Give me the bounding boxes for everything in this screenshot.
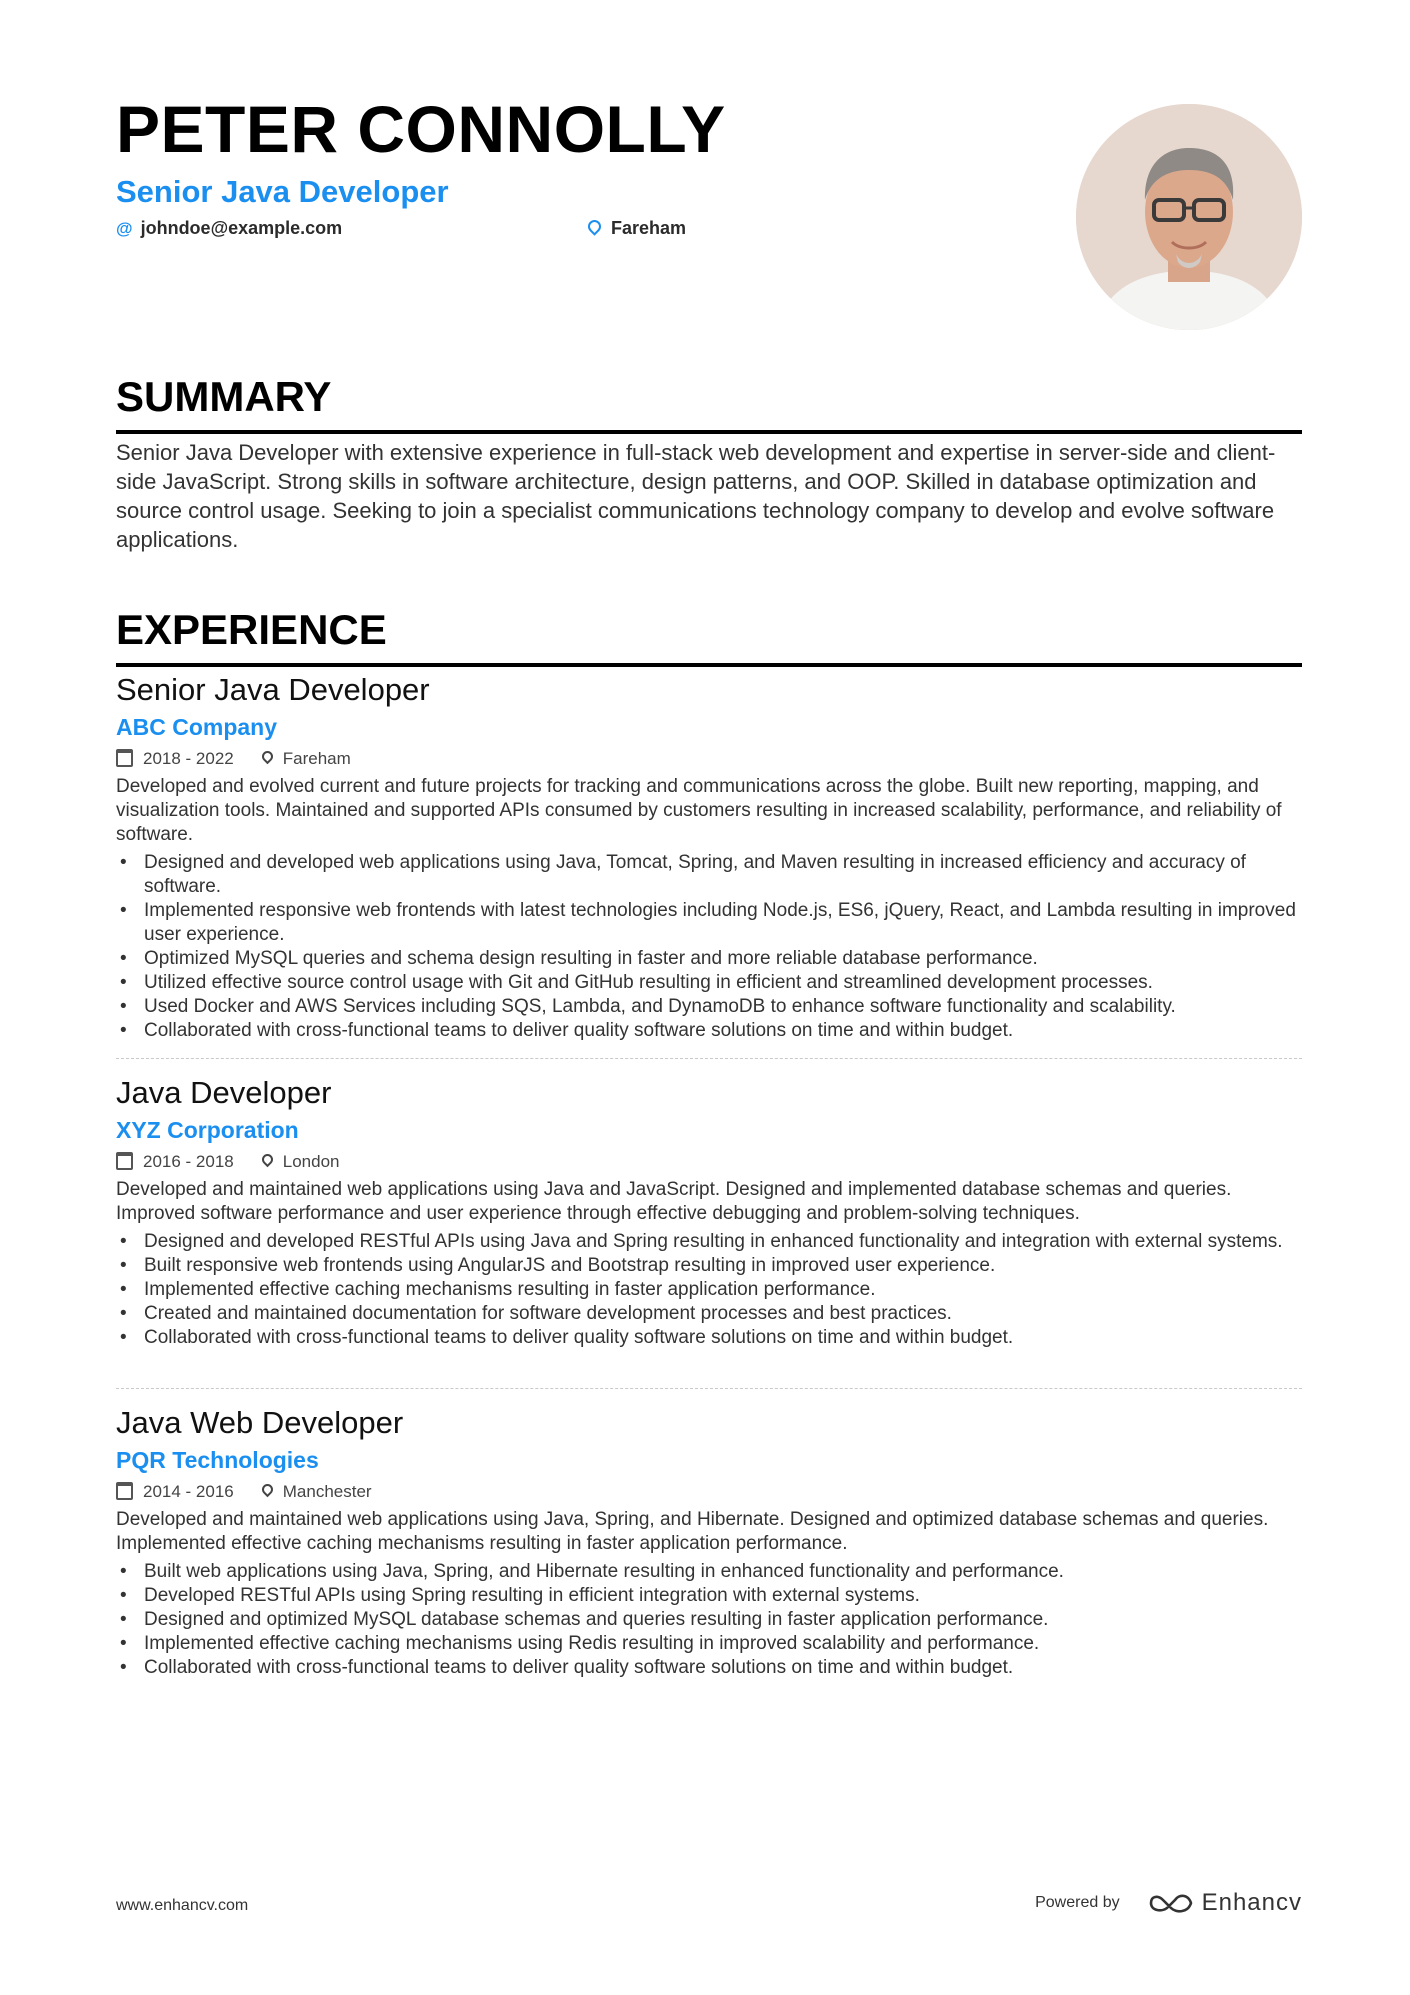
experience-heading: EXPERIENCE xyxy=(116,609,1302,667)
footer-website[interactable]: www.enhancv.com xyxy=(116,1897,249,1914)
candidate-name: PETER CONNOLLY xyxy=(116,92,726,166)
calendar-icon xyxy=(116,1482,133,1500)
brand-name: Enhancv xyxy=(1201,1889,1302,1916)
job-meta xyxy=(116,1482,1302,1500)
powered-by-label: Powered by xyxy=(1035,1894,1120,1911)
job-title: Senior Java Developer xyxy=(116,672,430,707)
calendar-icon xyxy=(116,749,133,767)
bullet-item: • Collaborated with cross-functional teams to deliver quality software solutions on time and within budget. xyxy=(116,1019,1302,1043)
job-description: Developed and maintained web applications using Java and JavaScript. Designed and implemented database schemas and queries. Improved software performance and user experience through effective debugging and problem-solving techniques. xyxy=(116,1179,1232,1224)
footer-branding[interactable] xyxy=(1035,1889,1302,1917)
job-meta xyxy=(116,749,1302,767)
bullet-item: • Designed and optimized MySQL database schemas and queries resulting in faster application performance. xyxy=(116,1608,1302,1632)
summary-text: Senior Java Developer with extensive experience in full-stack web development and expertise in server-side and client-side JavaScript. Strong skills in software architecture, design patterns, and OOP. Skilled in database optimization and source control usage. Seeking to join a specialist communications technology company to develop and evolve software applications. xyxy=(116,440,1276,552)
bullet-item: • Built responsive web frontends using AngularJS and Bootstrap resulting in improved user experience. xyxy=(116,1254,1302,1278)
job-bullets xyxy=(116,1560,1302,1680)
email-text: johndoe@example.com xyxy=(140,218,343,238)
job-entry xyxy=(116,1077,1302,1350)
at-icon: @ xyxy=(116,218,133,238)
bullet-item: • Designed and developed web applications using Java, Tomcat, Spring, and Maven resulting in increased efficiency and accuracy of software. xyxy=(116,851,1302,899)
job-bullets xyxy=(116,1230,1302,1350)
bullet-item: • Utilized effective source control usage with Git and GitHub resulting in efficient and streamlined development processes. xyxy=(116,971,1302,995)
job-title: Java Web Developer xyxy=(116,1405,404,1440)
job-divider xyxy=(116,1388,1302,1389)
candidate-role: Senior Java Developer xyxy=(116,174,449,209)
bullet-item: • Implemented effective caching mechanisms resulting in faster application performance. xyxy=(116,1278,1302,1302)
bullet-item: • Created and maintained documentation for software development processes and best practices. xyxy=(116,1302,1302,1326)
contact-location xyxy=(586,218,686,239)
bullet-item: • Used Docker and AWS Services including SQS, Lambda, and DynamoDB to enhance software functionality and scalability. xyxy=(116,995,1302,1019)
job-divider xyxy=(116,1058,1302,1059)
job-entry xyxy=(116,1407,1302,1680)
job-location: London xyxy=(282,1151,340,1171)
summary-heading: SUMMARY xyxy=(116,376,1302,434)
job-bullets xyxy=(116,851,1302,1043)
bullet-item: • Developed RESTful APIs using Spring resulting in efficient integration with external systems. xyxy=(116,1584,1302,1608)
job-entry xyxy=(116,674,1302,1043)
job-title: Java Developer xyxy=(116,1075,332,1110)
bullet-item: • Designed and developed RESTful APIs using Java and Spring resulting in enhanced functionality and integration with external systems. xyxy=(116,1230,1302,1254)
job-description: Developed and maintained web applications using Java, Spring, and Hibernate. Designed and optimized database schemas and queries. Implemented effective caching mechanisms resulting in faster application performance. xyxy=(116,1509,1269,1554)
resume-page xyxy=(116,0,1302,1995)
job-location: Manchester xyxy=(282,1481,372,1501)
location-pin-icon xyxy=(259,1481,275,1497)
job-dates: 2014 - 2016 xyxy=(143,1481,234,1501)
profile-photo xyxy=(1076,104,1302,330)
bullet-item: • Collaborated with cross-functional teams to deliver quality software solutions on time and within budget. xyxy=(116,1326,1302,1350)
bullet-item: • Collaborated with cross-functional teams to deliver quality software solutions on time and within budget. xyxy=(116,1656,1302,1680)
enhancv-logo-icon xyxy=(1148,1891,1194,1915)
location-text: Fareham xyxy=(611,218,687,238)
bullet-item: • Built web applications using Java, Spring, and Hibernate resulting in enhanced functionality and performance. xyxy=(116,1560,1302,1584)
job-description: Developed and evolved current and future projects for tracking and communications across the globe. Built new reporting, mapping, and visualization tools. Maintained and supported APIs consumed by customers resulting in increased scalability, performance, and reliability of software. xyxy=(116,776,1282,845)
job-company: XYZ Corporation xyxy=(116,1117,299,1143)
location-pin-icon xyxy=(259,748,275,764)
contact-email[interactable] xyxy=(116,218,342,239)
location-pin-icon xyxy=(259,1151,275,1167)
job-dates: 2016 - 2018 xyxy=(143,1151,234,1171)
job-meta xyxy=(116,1152,1302,1170)
job-dates: 2018 - 2022 xyxy=(143,748,234,768)
job-company: PQR Technologies xyxy=(116,1447,319,1473)
bullet-item: • Implemented responsive web frontends with latest technologies including Node.js, ES6, jQuery, React, and Lambda resulting in improved user experience. xyxy=(116,899,1302,947)
location-pin-icon xyxy=(585,217,603,235)
portrait-image xyxy=(1076,104,1302,330)
bullet-item: • Optimized MySQL queries and schema design resulting in faster and more reliable database performance. xyxy=(116,947,1302,971)
calendar-icon xyxy=(116,1152,133,1170)
job-company: ABC Company xyxy=(116,714,278,740)
bullet-item: • Implemented effective caching mechanisms using Redis resulting in improved scalability and performance. xyxy=(116,1632,1302,1656)
job-location: Fareham xyxy=(282,748,351,768)
